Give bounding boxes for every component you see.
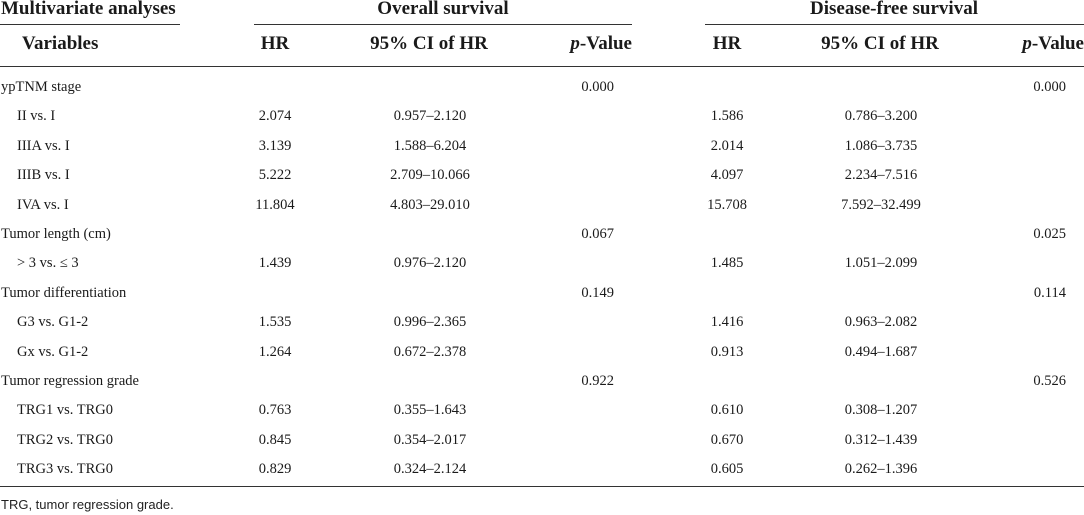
row-sublabel: II vs. I [17,108,56,125]
os-hr-cell: 2.074 [258,108,292,125]
col-header-os-ci: 95% CI of HR [370,33,488,54]
table-footnote: TRG, tumor regression grade. [1,497,174,512]
table-row [0,249,1084,278]
dfs-hr-cell: 0.670 [710,431,744,448]
dfs-hr-cell: 15.708 [707,196,747,213]
os-pvalue-cell: 0.067 [581,226,614,242]
os-ci-cell: 4.803–29.010 [390,196,470,213]
os-group-underline [254,24,632,25]
dfs-hr-cell: 0.605 [710,461,744,478]
col-header-dfs-ci: 95% CI of HR [821,33,939,54]
row-sublabel: IIIA vs. I [17,137,70,154]
row-group-label: ypTNM stage [1,79,82,95]
table-row [0,220,1084,249]
table-row [0,102,1084,131]
os-ci-cell: 0.672–2.378 [393,343,467,360]
col-header-dfs-pvalue: p-Value [1022,33,1084,54]
table-row [0,279,1084,308]
table-row [0,308,1084,337]
os-pvalue-cell: 0.149 [581,284,614,301]
os-ci-cell: 1.588–6.204 [393,137,467,154]
table-row [0,338,1084,367]
os-hr-cell: 3.139 [258,137,292,154]
row-group-label: Tumor length (cm) [1,226,111,242]
os-hr-cell: 11.804 [255,196,295,213]
dfs-hr-cell: 2.014 [710,137,744,154]
os-ci-cell: 0.355–1.643 [393,402,467,419]
table-title: Multivariate analyses [1,0,176,19]
os-hr-cell: 0.763 [258,402,292,419]
dfs-ci-cell: 1.051–2.099 [844,255,918,272]
os-ci-cell: 0.324–2.124 [393,461,467,478]
row-group-label: Tumor differentiation [1,284,127,301]
table-bottom-rule [0,486,1084,487]
table-row [0,132,1084,161]
dfs-hr-cell: 0.913 [710,343,744,360]
dfs-ci-cell: 7.592–32.499 [841,196,921,213]
dfs-hr-cell: 1.416 [710,314,744,331]
dfs-ci-cell: 0.963–2.082 [844,314,918,331]
row-sublabel: > 3 vs. ≤ 3 [17,255,79,272]
row-sublabel: TRG1 vs. TRG0 [17,402,114,419]
os-ci-cell: 2.709–10.066 [390,167,470,184]
os-hr-cell: 1.535 [258,314,292,331]
title-underline [0,24,180,25]
col-header-os-pvalue: p-Value [570,33,632,54]
os-ci-cell: 0.996–2.365 [393,314,467,331]
table-row [0,73,1084,102]
table-row [0,367,1084,396]
os-ci-cell: 0.957–2.120 [393,108,467,125]
row-sublabel: G3 vs. G1-2 [17,314,89,331]
os-hr-cell: 5.222 [258,167,292,184]
overall-survival-header: Overall survival [377,0,509,19]
os-pvalue-cell: 0.000 [581,79,614,95]
dfs-ci-cell: 1.086–3.735 [844,137,918,154]
col-header-os-hr: HR [260,33,290,54]
row-sublabel: IVA vs. I [17,196,69,213]
dfs-hr-cell: 1.586 [710,108,744,125]
row-sublabel: Gx vs. G1-2 [17,343,89,360]
dfs-ci-cell: 0.494–1.687 [844,343,918,360]
row-sublabel: TRG2 vs. TRG0 [17,431,114,448]
col-header-variables: Variables [22,33,99,54]
os-ci-cell: 0.354–2.017 [393,431,467,448]
os-hr-cell: 0.829 [258,461,292,478]
table-row [0,396,1084,425]
table-row [0,426,1084,455]
dfs-hr-cell: 0.610 [710,402,744,419]
dfs-hr-cell: 4.097 [710,167,744,184]
os-hr-cell: 0.845 [258,431,292,448]
dfs-ci-cell: 0.312–1.439 [844,431,918,448]
col-header-dfs-hr: HR [712,33,742,54]
row-sublabel: IIIB vs. I [17,167,70,184]
dfs-ci-cell: 0.786–3.200 [844,108,918,125]
dfs-pvalue-cell: 0.000 [1033,79,1066,95]
disease-free-survival-header: Disease-free survival [810,0,978,19]
os-pvalue-cell: 0.922 [581,373,614,389]
dfs-pvalue-cell: 0.025 [1033,226,1066,242]
dfs-ci-cell: 0.308–1.207 [844,402,918,419]
dfs-group-underline [705,24,1084,25]
header-rule [0,66,1084,67]
dfs-ci-cell: 2.234–7.516 [844,167,918,184]
dfs-hr-cell: 1.485 [710,255,744,272]
dfs-ci-cell: 0.262–1.396 [844,461,918,478]
dfs-pvalue-cell: 0.526 [1033,373,1066,389]
row-group-label: Tumor regression grade [1,373,139,389]
table-row [0,455,1084,484]
dfs-pvalue-cell: 0.114 [1033,284,1066,301]
row-sublabel: TRG3 vs. TRG0 [17,461,114,478]
os-ci-cell: 0.976–2.120 [393,255,467,272]
os-hr-cell: 1.439 [258,255,292,272]
table-row [0,161,1084,190]
os-hr-cell: 1.264 [258,343,292,360]
table-row [0,191,1084,220]
